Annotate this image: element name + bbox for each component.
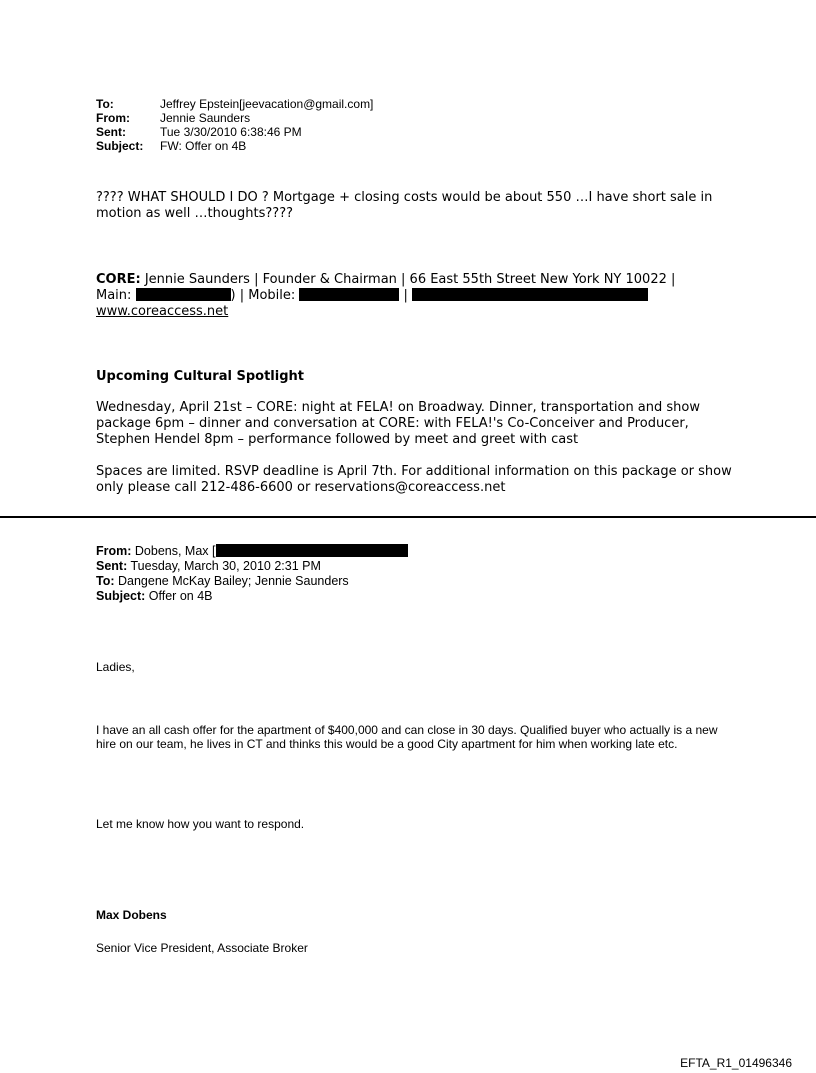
from-value: Jennie Saunders xyxy=(160,111,251,125)
offer-paragraph: I have an all cash offer for the apartment of $400,000 and can close in 30 days. Qualified buyer who actually is a new hire on our team, he lives in CT and thinks this would be a good City apartment for him when working late etc. xyxy=(96,723,718,751)
website-link[interactable]: www.coreaccess.net xyxy=(96,304,229,319)
greeting: Ladies, xyxy=(96,660,135,674)
redaction-main xyxy=(136,288,231,301)
signature-block xyxy=(96,272,736,320)
spotlight-title: Upcoming Cultural Spotlight xyxy=(96,369,304,384)
sent-label: Sent: xyxy=(96,125,126,139)
spotlight-paragraph-1: Wednesday, April 21st – CORE: night at FELA! on Broadway. Dinner, transportation and show package 6pm – dinner and conversation at CORE: with FELA!'s Co-Conceiver and Producer, Stephen Hendel 8pm – performance followed by meet and greet with cast xyxy=(96,400,700,447)
section-divider xyxy=(0,516,816,518)
fwd-to-value: Dangene McKay Bailey; Jennie Saunders xyxy=(114,574,349,588)
message-body: ???? WHAT SHOULD I DO ? Mortgage + closing costs would be about 550 …I have short sale in motion as well …thoughts???? xyxy=(96,190,713,221)
spotlight-paragraph-2: Spaces are limited. RSVP deadline is April 7th. For additional information on this package or show only please call 212-486-6600 or reservations@coreaccess.net xyxy=(96,464,732,495)
mobile-label: ) | Mobile: xyxy=(230,288,300,303)
fwd-from-label: From: xyxy=(96,544,132,558)
email-header xyxy=(96,97,373,153)
redaction-fwd-email xyxy=(216,544,408,557)
fwd-to-label: To: xyxy=(96,574,115,588)
redaction-email xyxy=(412,288,648,301)
signature-line1: Jennie Saunders | Founder & Chairman | 66 East 55th Street New York NY 10022 | xyxy=(140,272,676,287)
from-label: From: xyxy=(96,111,130,125)
to-value: Jeffrey Epstein[jeevacation@gmail.com] xyxy=(160,97,374,111)
signature-sep: | xyxy=(399,288,413,303)
document-id: EFTA_R1_01496346 xyxy=(680,1056,792,1070)
signature-brand: CORE: xyxy=(96,272,141,287)
fwd-sent-value: Tuesday, March 30, 2010 2:31 PM xyxy=(127,559,321,573)
sender-name: Max Dobens xyxy=(96,908,167,922)
subject-label: Subject: xyxy=(96,139,144,153)
forwarded-header xyxy=(96,544,408,604)
fwd-subject-label: Subject: xyxy=(96,589,146,603)
redaction-mobile xyxy=(299,288,399,301)
fwd-sent-label: Sent: xyxy=(96,559,128,573)
main-label: Main: xyxy=(96,288,136,303)
sender-title: Senior Vice President, Associate Broker xyxy=(96,941,308,955)
fwd-from-value: Dobens, Max [ xyxy=(131,544,216,558)
to-label: To: xyxy=(96,97,114,111)
closing-line: Let me know how you want to respond. xyxy=(96,817,305,831)
sent-value: Tue 3/30/2010 6:38:46 PM xyxy=(160,125,302,139)
subject-value: FW: Offer on 4B xyxy=(160,139,247,153)
fwd-subject-value: Offer on 4B xyxy=(145,589,213,603)
